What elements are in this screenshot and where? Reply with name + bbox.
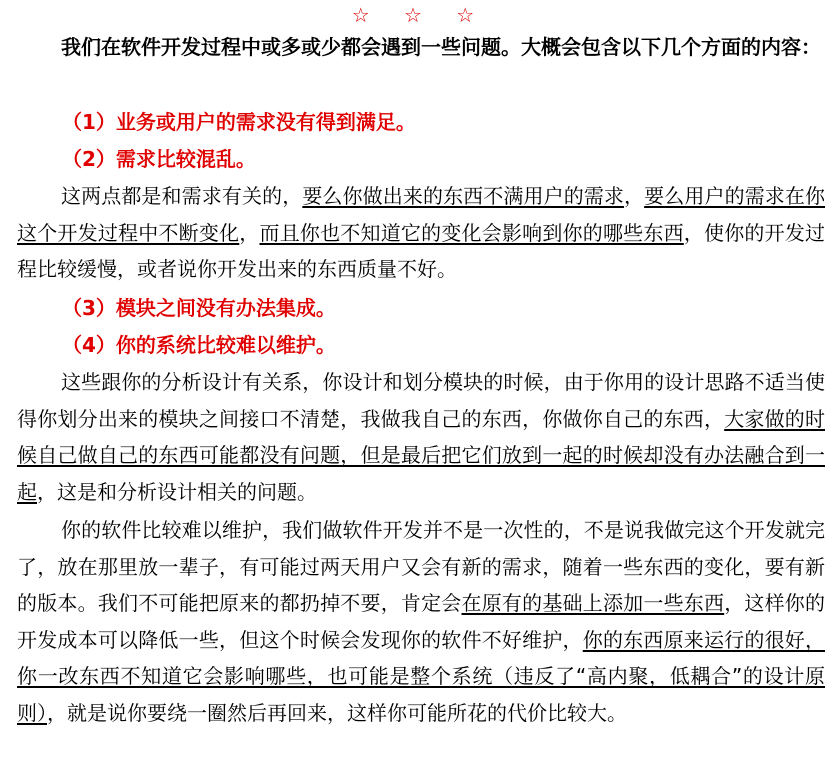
list-item-1: （1）业务或用户的需求没有得到满足。 bbox=[62, 110, 416, 134]
text-span: 你的软件比较难以维护，我们做软件开发并不是一次性的，不是说我做完这个开发就完了，放在那里放一辈子，有可能过两天用户又会有新的需求，随着一些东西的变化，要有新的版本。我们不可能把原来的都扔掉不要，肯定会 bbox=[17, 518, 825, 616]
text-span: ， bbox=[624, 184, 645, 208]
list-item-4: （4）你的系统比较难以维护。 bbox=[62, 333, 336, 357]
paragraph-design bbox=[17, 364, 825, 510]
paragraph-requirements bbox=[17, 178, 825, 288]
underlined-text: 你的东西原来运行的很好，你一改东西不知道它会影响哪些，也可能是整个系统（违反了“高内聚，低耦合”的设计原则） bbox=[17, 627, 826, 725]
text-span: ，这是和分析设计相关的问题。 bbox=[37, 479, 317, 504]
text-span: ，使你的开发过程比较缓慢，或者说你开发出来的东西质量不好。 bbox=[17, 220, 826, 282]
list-item-2: （2）需求比较混乱。 bbox=[62, 147, 256, 171]
text-span: ，就是说你要绕一圈然后再回来，这样你可能所花的代价比较大。 bbox=[47, 700, 627, 725]
underlined-text: 要么你做出来的东西不满用户的需求 bbox=[302, 184, 625, 208]
star-decoration: ☆ ☆ ☆ bbox=[351, 3, 489, 27]
text-span: ， bbox=[239, 220, 260, 245]
paragraph-maintenance bbox=[17, 512, 825, 732]
underlined-text: 要么用户的需求在你这个开发过程中不断变化 bbox=[17, 184, 826, 245]
list-item-3: （3）模块之间没有办法集成。 bbox=[62, 296, 336, 320]
underlined-text: 在原有的基础上添加一些东西 bbox=[461, 591, 725, 616]
text-span: 这些跟你的分析设计有关系，你设计和划分模块的时候，由于你用的设计思路不适当使得你划分出来的模块之间接口不清楚，我做我自己的东西，你做你自己的东西， bbox=[17, 370, 825, 431]
underlined-text: 而且你也不知道它的变化会影响到你的哪些东西 bbox=[259, 220, 684, 245]
underlined-text: 大家做的时候自己做自己的东西可能都没有问题，但是最后把它们放到一起的时候却没有办法融合到一起 bbox=[17, 406, 826, 504]
text-span: 这两点都是和需求有关的， bbox=[61, 184, 303, 208]
text-span: ，这样你的开发成本可以降低一些，但这个时候会发现你的软件不好维护， bbox=[17, 591, 826, 652]
intro-paragraph: 我们在软件开发过程中或多或少都会遇到一些问题。大概会包含以下几个方面的内容： bbox=[61, 35, 821, 59]
